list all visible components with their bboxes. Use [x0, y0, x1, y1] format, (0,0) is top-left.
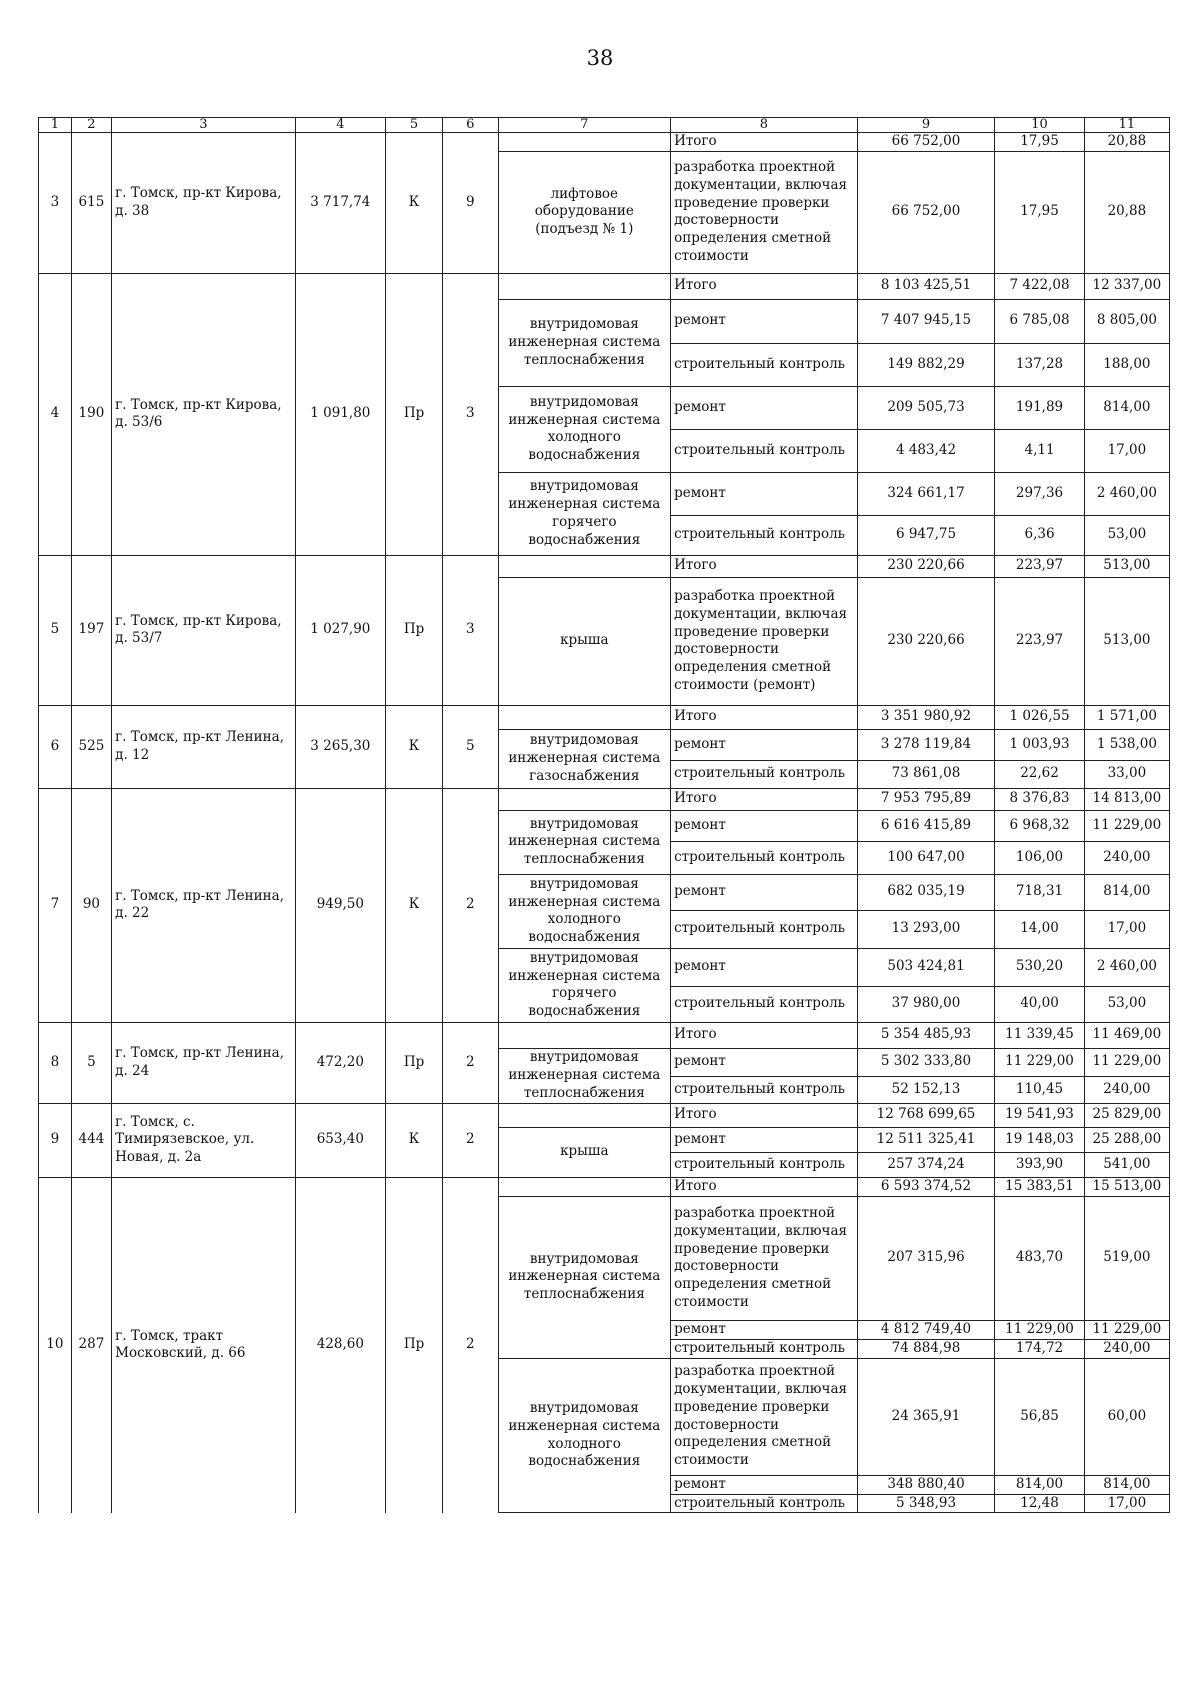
work-cost: 3 278 119,84: [857, 729, 995, 760]
house-id: 615: [71, 133, 111, 274]
total-cost-per-m2: 1 026,55: [995, 705, 1085, 729]
house-address: г. Томск, пр-кт Ленина, д. 22: [112, 788, 295, 1022]
work-cost-per-m2: 40,00: [995, 986, 1085, 1022]
work-cost-per-m2: 11 229,00: [995, 1320, 1085, 1339]
total-cost: 6 593 374,52: [857, 1177, 995, 1196]
house-area: 1 027,90: [295, 555, 386, 705]
work-cost-per-m2: 6,36: [995, 515, 1085, 555]
system-empty-cell: [498, 788, 670, 810]
work-type: строительный контроль: [671, 760, 858, 788]
system-name: внутридомовая инженерная система холодного водоснабжения: [498, 1358, 670, 1513]
total-limit: 513,00: [1084, 555, 1169, 577]
work-type: строительный контроль: [671, 910, 858, 948]
work-type: разработка проектной документации, включая проведение проверки достоверности определения сметной стоимости (ремонт): [671, 577, 858, 705]
total-row: [39, 133, 1170, 152]
work-cost-per-m2: 14,00: [995, 910, 1085, 948]
total-cost-per-m2: 15 383,51: [995, 1177, 1085, 1196]
total-label: Итого: [671, 555, 858, 577]
system-empty-cell: [498, 1022, 670, 1048]
work-cost: 503 424,81: [857, 948, 995, 986]
work-type: разработка проектной документации, включая проведение проверки достоверности определения сметной стоимости: [671, 1196, 858, 1320]
system-name: внутридомовая инженерная система холодного водоснабжения: [498, 874, 670, 948]
row-number: 10: [39, 1177, 72, 1513]
row-number: 4: [39, 273, 72, 555]
total-cost-per-m2: 11 339,45: [995, 1022, 1085, 1048]
work-cost-per-m2: 19 148,03: [995, 1127, 1085, 1152]
house-id: 197: [71, 555, 111, 705]
work-type: ремонт: [671, 386, 858, 429]
work-cost-per-m2: 297,36: [995, 472, 1085, 515]
work-cost: 348 880,40: [857, 1475, 995, 1494]
work-cost-per-m2: 530,20: [995, 948, 1085, 986]
work-type: строительный контроль: [671, 1152, 858, 1177]
total-label: Итого: [671, 1103, 858, 1127]
system-name: внутридомовая инженерная система горячего водоснабжения: [498, 948, 670, 1022]
work-limit: 541,00: [1084, 1152, 1169, 1177]
column-number: 2: [71, 118, 111, 133]
work-cost: 149 882,29: [857, 343, 995, 386]
work-type: ремонт: [671, 948, 858, 986]
column-number: 8: [671, 118, 858, 133]
work-limit: 33,00: [1084, 760, 1169, 788]
work-cost: 52 152,13: [857, 1076, 995, 1103]
house-id: 444: [71, 1103, 111, 1177]
work-limit: 2 460,00: [1084, 948, 1169, 986]
work-cost-per-m2: 6 785,08: [995, 299, 1085, 343]
work-type: ремонт: [671, 729, 858, 760]
total-label: Итого: [671, 705, 858, 729]
total-cost-per-m2: 19 541,93: [995, 1103, 1085, 1127]
row-number: 9: [39, 1103, 72, 1177]
work-cost: 100 647,00: [857, 841, 995, 874]
work-type: разработка проектной документации, включая проведение проверки достоверности определения сметной стоимости: [671, 1358, 858, 1475]
work-limit: 17,00: [1084, 910, 1169, 948]
work-limit: 8 805,00: [1084, 299, 1169, 343]
column-number: 3: [112, 118, 295, 133]
work-cost: 4 812 749,40: [857, 1320, 995, 1339]
work-cost: 5 302 333,80: [857, 1048, 995, 1076]
house-id: 5: [71, 1022, 111, 1103]
work-type: разработка проектной документации, включая проведение проверки достоверности определения сметной стоимости: [671, 151, 858, 273]
wall-material: К: [386, 705, 443, 788]
work-cost: 4 483,42: [857, 429, 995, 472]
work-cost-per-m2: 11 229,00: [995, 1048, 1085, 1076]
column-number: 6: [442, 118, 498, 133]
total-cost: 66 752,00: [857, 133, 995, 152]
total-row: [39, 788, 1170, 810]
work-cost-per-m2: 483,70: [995, 1196, 1085, 1320]
total-limit: 14 813,00: [1084, 788, 1169, 810]
floor-count: 2: [442, 1022, 498, 1103]
floor-count: 5: [442, 705, 498, 788]
column-number: 4: [295, 118, 386, 133]
work-limit: 240,00: [1084, 841, 1169, 874]
total-cost-per-m2: 223,97: [995, 555, 1085, 577]
work-type: строительный контроль: [671, 1076, 858, 1103]
wall-material: К: [386, 788, 443, 1022]
wall-material: Пр: [386, 1022, 443, 1103]
work-cost-per-m2: 174,72: [995, 1339, 1085, 1358]
house-address: г. Томск, пр-кт Ленина, д. 12: [112, 705, 295, 788]
house-area: 949,50: [295, 788, 386, 1022]
work-type: ремонт: [671, 1127, 858, 1152]
work-cost-per-m2: 393,90: [995, 1152, 1085, 1177]
house-area: 472,20: [295, 1022, 386, 1103]
work-cost-per-m2: 106,00: [995, 841, 1085, 874]
wall-material: Пр: [386, 273, 443, 555]
work-cost-per-m2: 137,28: [995, 343, 1085, 386]
work-cost-per-m2: 12,48: [995, 1494, 1085, 1513]
work-type: ремонт: [671, 299, 858, 343]
work-cost-per-m2: 22,62: [995, 760, 1085, 788]
total-limit: 1 571,00: [1084, 705, 1169, 729]
column-number: 7: [498, 118, 670, 133]
work-cost: 207 315,96: [857, 1196, 995, 1320]
total-label: Итого: [671, 133, 858, 152]
house-area: 428,60: [295, 1177, 386, 1513]
column-number: 5: [386, 118, 443, 133]
work-cost-per-m2: 1 003,93: [995, 729, 1085, 760]
work-limit: 814,00: [1084, 386, 1169, 429]
work-cost: 6 616 415,89: [857, 810, 995, 841]
system-empty-cell: [498, 273, 670, 299]
wall-material: К: [386, 133, 443, 274]
house-area: 1 091,80: [295, 273, 386, 555]
total-row: [39, 1177, 1170, 1196]
house-id: 525: [71, 705, 111, 788]
work-type: строительный контроль: [671, 515, 858, 555]
total-row: [39, 273, 1170, 299]
total-row: [39, 1103, 1170, 1127]
work-limit: 53,00: [1084, 986, 1169, 1022]
house-address: г. Томск, пр-кт Кирова, д. 53/6: [112, 273, 295, 555]
total-limit: 11 469,00: [1084, 1022, 1169, 1048]
work-limit: 17,00: [1084, 429, 1169, 472]
wall-material: Пр: [386, 1177, 443, 1513]
system-name: внутридомовая инженерная система теплоснабжения: [498, 1196, 670, 1358]
work-type: строительный контроль: [671, 841, 858, 874]
system-name: внутридомовая инженерная система теплоснабжения: [498, 810, 670, 874]
floor-count: 2: [442, 1177, 498, 1513]
work-cost-per-m2: 56,85: [995, 1358, 1085, 1475]
system-empty-cell: [498, 555, 670, 577]
work-cost-per-m2: 6 968,32: [995, 810, 1085, 841]
work-cost: 209 505,73: [857, 386, 995, 429]
work-limit: 11 229,00: [1084, 1320, 1169, 1339]
work-cost-per-m2: 223,97: [995, 577, 1085, 705]
work-cost-per-m2: 110,45: [995, 1076, 1085, 1103]
work-cost: 7 407 945,15: [857, 299, 995, 343]
total-row: [39, 555, 1170, 577]
work-cost: 324 661,17: [857, 472, 995, 515]
total-limit: 12 337,00: [1084, 273, 1169, 299]
work-cost: 682 035,19: [857, 874, 995, 910]
house-address: г. Томск, пр-кт Кирова, д. 53/7: [112, 555, 295, 705]
work-limit: 60,00: [1084, 1358, 1169, 1475]
work-limit: 513,00: [1084, 577, 1169, 705]
work-limit: 11 229,00: [1084, 1048, 1169, 1076]
floor-count: 3: [442, 555, 498, 705]
work-cost: 66 752,00: [857, 151, 995, 273]
total-label: Итого: [671, 1022, 858, 1048]
work-type: ремонт: [671, 1048, 858, 1076]
work-limit: 240,00: [1084, 1076, 1169, 1103]
work-limit: 1 538,00: [1084, 729, 1169, 760]
work-type: строительный контроль: [671, 429, 858, 472]
work-cost: 13 293,00: [857, 910, 995, 948]
work-limit: 20,88: [1084, 151, 1169, 273]
system-name: внутридомовая инженерная система горячего водоснабжения: [498, 472, 670, 555]
total-cost-per-m2: 8 376,83: [995, 788, 1085, 810]
row-number: 5: [39, 555, 72, 705]
total-cost: 3 351 980,92: [857, 705, 995, 729]
work-cost-per-m2: 718,31: [995, 874, 1085, 910]
column-number: 10: [995, 118, 1085, 133]
total-cost: 7 953 795,89: [857, 788, 995, 810]
floor-count: 9: [442, 133, 498, 274]
system-empty-cell: [498, 705, 670, 729]
work-cost-per-m2: 191,89: [995, 386, 1085, 429]
work-type: ремонт: [671, 472, 858, 515]
system-empty-cell: [498, 1177, 670, 1196]
house-address: г. Томск, пр-кт Ленина, д. 24: [112, 1022, 295, 1103]
house-area: 3 265,30: [295, 705, 386, 788]
work-type: строительный контроль: [671, 1494, 858, 1513]
total-row: [39, 705, 1170, 729]
house-address: г. Томск, пр-кт Кирова, д. 38: [112, 133, 295, 274]
house-address: г. Томск, с. Тимирязевское, ул. Новая, д. 2а: [112, 1103, 295, 1177]
system-name: крыша: [498, 1127, 670, 1177]
system-empty-cell: [498, 1103, 670, 1127]
work-type: ремонт: [671, 810, 858, 841]
house-area: 653,40: [295, 1103, 386, 1177]
total-limit: 25 829,00: [1084, 1103, 1169, 1127]
work-cost: 5 348,93: [857, 1494, 995, 1513]
column-number: 11: [1084, 118, 1169, 133]
work-limit: 17,00: [1084, 1494, 1169, 1513]
system-name: внутридомовая инженерная система холодного водоснабжения: [498, 386, 670, 472]
work-cost: 73 861,08: [857, 760, 995, 788]
house-area: 3 717,74: [295, 133, 386, 274]
system-name: внутридомовая инженерная система газоснабжения: [498, 729, 670, 788]
work-type: ремонт: [671, 1320, 858, 1339]
total-label: Итого: [671, 1177, 858, 1196]
work-limit: 2 460,00: [1084, 472, 1169, 515]
row-number: 8: [39, 1022, 72, 1103]
work-type: строительный контроль: [671, 1339, 858, 1358]
work-limit: 188,00: [1084, 343, 1169, 386]
work-limit: 519,00: [1084, 1196, 1169, 1320]
house-id: 287: [71, 1177, 111, 1513]
wall-material: Пр: [386, 555, 443, 705]
repair-schedule-table: [38, 117, 1170, 1513]
work-limit: 53,00: [1084, 515, 1169, 555]
total-label: Итого: [671, 788, 858, 810]
total-cost-per-m2: 7 422,08: [995, 273, 1085, 299]
column-number: 1: [39, 118, 72, 133]
work-cost-per-m2: 814,00: [995, 1475, 1085, 1494]
work-limit: 25 288,00: [1084, 1127, 1169, 1152]
work-cost: 24 365,91: [857, 1358, 995, 1475]
system-name: внутридомовая инженерная система теплоснабжения: [498, 299, 670, 386]
work-cost: 257 374,24: [857, 1152, 995, 1177]
work-type: ремонт: [671, 874, 858, 910]
column-number: 9: [857, 118, 995, 133]
wall-material: К: [386, 1103, 443, 1177]
work-cost: 230 220,66: [857, 577, 995, 705]
floor-count: 2: [442, 1103, 498, 1177]
work-limit: 814,00: [1084, 874, 1169, 910]
work-type: ремонт: [671, 1475, 858, 1494]
total-cost-per-m2: 17,95: [995, 133, 1085, 152]
total-limit: 20,88: [1084, 133, 1169, 152]
work-cost-per-m2: 17,95: [995, 151, 1085, 273]
total-row: [39, 1022, 1170, 1048]
total-label: Итого: [671, 273, 858, 299]
total-cost: 8 103 425,51: [857, 273, 995, 299]
work-limit: 814,00: [1084, 1475, 1169, 1494]
work-cost: 6 947,75: [857, 515, 995, 555]
work-type: строительный контроль: [671, 986, 858, 1022]
house-id: 90: [71, 788, 111, 1022]
total-limit: 15 513,00: [1084, 1177, 1169, 1196]
work-cost: 12 511 325,41: [857, 1127, 995, 1152]
floor-count: 3: [442, 273, 498, 555]
floor-count: 2: [442, 788, 498, 1022]
total-cost: 5 354 485,93: [857, 1022, 995, 1048]
house-address: г. Томск, тракт Московский, д. 66: [112, 1177, 295, 1513]
total-cost: 12 768 699,65: [857, 1103, 995, 1127]
row-number: 7: [39, 788, 72, 1022]
system-empty-cell: [498, 133, 670, 152]
page-number: 38: [586, 46, 614, 70]
system-name: внутридомовая инженерная система теплоснабжения: [498, 1048, 670, 1103]
system-name: лифтовое оборудование (подъезд № 1): [498, 151, 670, 273]
row-number: 3: [39, 133, 72, 274]
work-type: строительный контроль: [671, 343, 858, 386]
work-cost: 37 980,00: [857, 986, 995, 1022]
system-name: крыша: [498, 577, 670, 705]
work-cost-per-m2: 4,11: [995, 429, 1085, 472]
total-cost: 230 220,66: [857, 555, 995, 577]
house-id: 190: [71, 273, 111, 555]
work-cost: 74 884,98: [857, 1339, 995, 1358]
work-limit: 11 229,00: [1084, 810, 1169, 841]
work-limit: 240,00: [1084, 1339, 1169, 1358]
column-number-row: [39, 118, 1170, 133]
row-number: 6: [39, 705, 72, 788]
